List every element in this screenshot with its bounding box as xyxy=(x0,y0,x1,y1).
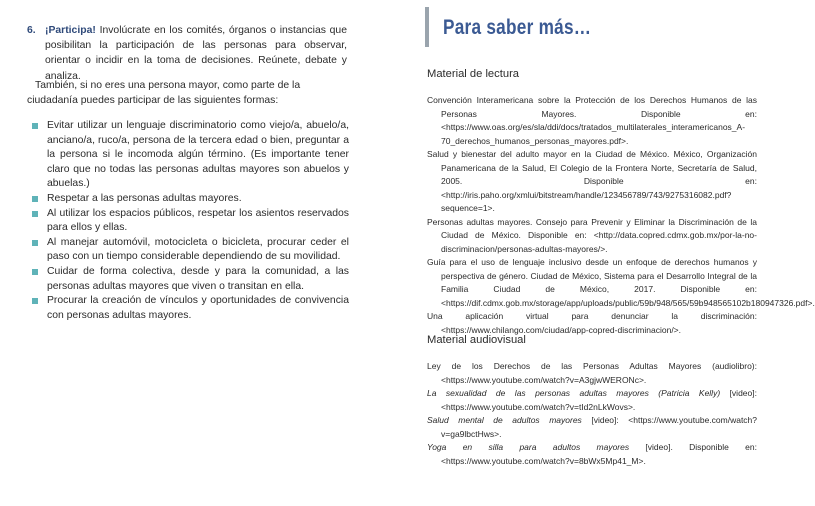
audiovisual-heading: Material audiovisual xyxy=(427,334,526,346)
reference-item: La sexualidad de las personas adultas mayores (Patricia Kelly) [video]: <https://www.youtube.com/watch?v=tId2nLkWovs>. xyxy=(427,388,757,412)
bullet-square-icon xyxy=(32,298,38,304)
list-item-text: Respetar a las personas adultas mayores. xyxy=(47,192,242,204)
page-title: Para saber más… xyxy=(443,16,592,39)
reference-item: Guía para el uso de lenguaje inclusivo desde un enfoque de derechos humanos y perspectiva de género. Ciudad de México, Sistema para el Desarrollo Integral de la Familia Ciudad de México, 2017. Disponible en: <https://dif.cdmx.gob.mx/storage/app/uploads/public/59b/948/565/59b948565102b180947326.pdf>. xyxy=(427,257,815,308)
right-page xyxy=(385,0,815,506)
reading-list xyxy=(427,94,815,337)
reference-item: Convención Interamericana sobre la Protección de los Derechos Humanos de las Personas Mayores. Disponible en: <https://www.oas.org/es/sla/ddi/docs/tratados_multilaterales_interamericanos_A-70_derechos_humanos_personas_mayores.pdf>. xyxy=(427,95,757,146)
intro-paragraph: También, si no eres una persona mayor, como parte de la ciudadanía puedes participar de las siguientes formas: xyxy=(27,80,301,106)
list-item xyxy=(27,294,349,323)
item-lead: ¡Participa! xyxy=(45,25,96,36)
reference-item: Yoga en silla para adultos mayores [video]. Disponible en: <https://www.youtube.com/watch?v=8bWx5Mp41_M>. xyxy=(427,442,757,466)
list-item-text: Al manejar automóvil, motocicleta o bicicleta, procurar ceder el paso con un tiempo considerable dependiendo de su movilidad. xyxy=(47,236,349,263)
bullet-square-icon xyxy=(32,269,38,275)
reference-title: La sexualidad de las personas adultas mayores (Patricia Kelly) xyxy=(427,388,721,398)
numbered-item-6 xyxy=(27,23,347,84)
list-item xyxy=(27,236,349,265)
bullet-list xyxy=(27,119,349,323)
list-item xyxy=(27,192,349,207)
bullet-square-icon xyxy=(32,123,38,129)
reference-item: Una aplicación virtual para denunciar la discriminación: <https://www.chilango.com/ciudad/app-copred-discriminacion/>. xyxy=(427,311,757,335)
item-number: 6. xyxy=(27,25,36,36)
list-item-text: Cuidar de forma colectiva, desde y para la comunidad, a las personas adultas mayores que viven o transitan en ella. xyxy=(47,265,349,292)
bullet-square-icon xyxy=(32,211,38,217)
title-accent-bar xyxy=(425,7,429,47)
list-item-text: Procurar la creación de vínculos y oportunidades de convivencia con personas adultas mayores. xyxy=(47,295,349,321)
reference-item: Ley de los Derechos de las Personas Adultas Mayores (audiolibro): <https://www.youtube.com/watch?v=A3gjwWERONc>. xyxy=(427,361,757,385)
reference-title: Salud mental de adultos mayores xyxy=(427,415,582,425)
item-body xyxy=(45,23,347,84)
reference-item: Personas adultas mayores. Consejo para Prevenir y Eliminar la Discriminación de la Ciudad de México. Disponible en: <http://data.copred.cdmx.gob.mx/por-la-no-discriminacion/personas-adultas-mayores/>. xyxy=(427,216,757,254)
reference-item: Salud mental de adultos mayores [video]: <https://www.youtube.com/watch?v=ga9lbctHws>. xyxy=(427,415,758,439)
reference-item: Salud y bienestar del adulto mayor en la Ciudad de México. México, Organización Panamericana de la Salud, El Colegio de la Frontera Norte, Secretaría de Salud, 2005. Disponible en: <http://iris.paho.org/xmlui/bitstream/handle/123456789/743/9275316082.pdf?sequence=1>. xyxy=(427,149,757,213)
list-item-text: Al utilizar los espacios públicos, respetar los asientos reservados para ellos y ellas. xyxy=(47,207,349,234)
bullet-square-icon xyxy=(32,240,38,246)
left-page xyxy=(0,0,385,506)
item-text: Involúcrate en los comités, órganos o instancias que posibilitan la participación de las personas para observar, orientar o incidir en la toma de decisiones. Reúnete, debate y analiza. xyxy=(45,25,347,82)
reference-title: Yoga en silla para adultos mayores xyxy=(427,442,630,452)
list-item xyxy=(27,207,349,236)
list-item xyxy=(27,119,349,192)
reading-heading: Material de lectura xyxy=(427,68,520,80)
list-item xyxy=(27,265,349,294)
audiovisual-list xyxy=(427,360,757,468)
list-item-text: Evitar utilizar un lenguaje discriminatorio como viejo/a, abuelo/a, anciano/a, ruco/a, persona de la tercera edad o bien, preguntar a la persona si le incomoda algún término. (Es importante tener claro que no todas las personas adultas mayores son abuelos y abuelas.) xyxy=(47,120,349,190)
bullet-square-icon xyxy=(32,196,38,202)
